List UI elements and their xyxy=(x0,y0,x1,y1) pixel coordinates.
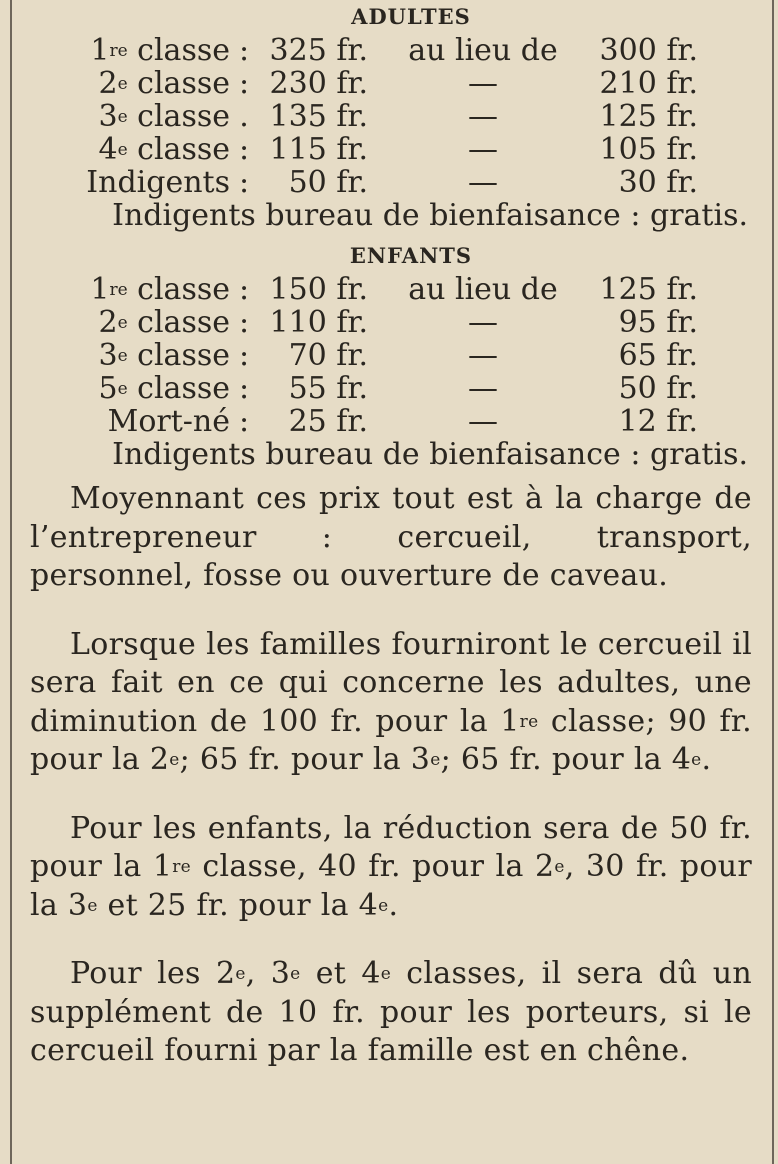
enfants-row xyxy=(30,339,752,372)
row-price-previous: 12 fr. xyxy=(618,404,698,439)
row-price: 110 fr. xyxy=(269,305,368,340)
row-label: Mort-né xyxy=(107,404,230,439)
enfants-indigents-note: Indigents bureau de bienfaisance : gratis. xyxy=(112,437,748,472)
row-middle: — xyxy=(468,165,498,200)
row-label: 5e classe xyxy=(98,371,230,406)
row-middle: — xyxy=(468,371,498,406)
row-price: 230 fr. xyxy=(269,66,368,101)
row-price-previous: 125 fr. xyxy=(599,99,698,134)
row-price-previous: 125 fr. xyxy=(599,272,698,307)
paragraph-adult-reductions: Lorsque les familles fourniront le cercueil il sera fait en ce qui concerne les adultes, une diminution de 100 fr. pour la 1re classe; 90 fr. pour la 2e; 65 fr. pour la 3e; 65 fr. pour la 4e. xyxy=(30,626,752,777)
paragraph-child-reductions: Pour les enfants, la réduction sera de 50 fr. pour la 1re classe, 40 fr. pour la 2e, 30 fr. pour la 3e et 25 fr. pour la 4e. xyxy=(30,810,752,923)
row-price-previous: 95 fr. xyxy=(618,305,698,340)
row-price-previous: 65 fr. xyxy=(618,338,698,373)
adultes-row xyxy=(30,166,752,199)
adultes-row xyxy=(30,34,752,67)
row-middle: au lieu de xyxy=(408,272,558,307)
row-separator: : xyxy=(238,66,250,101)
enfants-table xyxy=(30,273,752,438)
row-price: 325 fr. xyxy=(269,33,368,68)
row-label: 1re classe xyxy=(90,33,230,68)
row-middle: — xyxy=(468,132,498,167)
row-price: 55 fr. xyxy=(288,371,368,406)
row-label: 4e classe xyxy=(98,132,230,167)
row-separator: : xyxy=(238,33,250,68)
row-label: 2e classe xyxy=(98,305,230,340)
enfants-row xyxy=(30,405,752,438)
row-separator: . xyxy=(239,99,249,134)
row-price: 25 fr. xyxy=(288,404,368,439)
adultes-table xyxy=(30,34,752,199)
adultes-heading: ADULTES xyxy=(351,4,471,29)
row-middle: — xyxy=(468,305,498,340)
enfants-row xyxy=(30,372,752,405)
row-middle: — xyxy=(468,66,498,101)
row-separator: : xyxy=(238,132,250,167)
right-column-rule xyxy=(772,0,774,1164)
adultes-indigents-note: Indigents bureau de bienfaisance : gratis. xyxy=(112,198,748,233)
row-label: 2e classe xyxy=(98,66,230,101)
row-separator: : xyxy=(238,338,250,373)
enfants-row xyxy=(30,306,752,339)
row-label: 1re classe xyxy=(90,272,230,307)
row-price-previous: 50 fr. xyxy=(618,371,698,406)
row-middle: — xyxy=(468,99,498,134)
row-middle: — xyxy=(468,404,498,439)
row-price: 50 fr. xyxy=(288,165,368,200)
row-label: 3e classe xyxy=(98,338,230,373)
row-price-previous: 210 fr. xyxy=(599,66,698,101)
paragraph-prices-included: Moyennant ces prix tout est à la charge de l’entrepreneur : cercueil, transport, personnel, fosse ou ouverture de caveau. xyxy=(30,481,752,593)
row-label: 3e classe xyxy=(98,99,230,134)
adultes-row xyxy=(30,67,752,100)
row-label: Indigents xyxy=(86,165,230,200)
left-column-rule xyxy=(10,0,12,1164)
row-price-previous: 300 fr. xyxy=(599,33,698,68)
row-separator: : xyxy=(238,272,250,307)
row-separator: : xyxy=(238,305,250,340)
row-price: 135 fr. xyxy=(269,99,368,134)
row-separator: : xyxy=(238,371,250,406)
row-middle: — xyxy=(468,338,498,373)
row-price-previous: 105 fr. xyxy=(599,132,698,167)
row-price-previous: 30 fr. xyxy=(618,165,698,200)
adultes-row xyxy=(30,100,752,133)
row-price: 115 fr. xyxy=(269,132,368,167)
article-column xyxy=(30,0,752,1101)
row-middle: au lieu de xyxy=(408,33,558,68)
adultes-row xyxy=(30,133,752,166)
row-price: 150 fr. xyxy=(269,272,368,307)
row-separator: : xyxy=(238,165,250,200)
paragraph-oak-supplement: Pour les 2e, 3e et 4e classes, il sera dû un supplément de 10 fr. pour les porteurs, si le cercueil fourni par la famille est en chêne. xyxy=(30,956,752,1068)
enfants-heading: ENFANTS xyxy=(349,243,473,268)
enfants-row xyxy=(30,273,752,306)
row-price: 70 fr. xyxy=(288,338,368,373)
row-separator: : xyxy=(238,404,250,439)
